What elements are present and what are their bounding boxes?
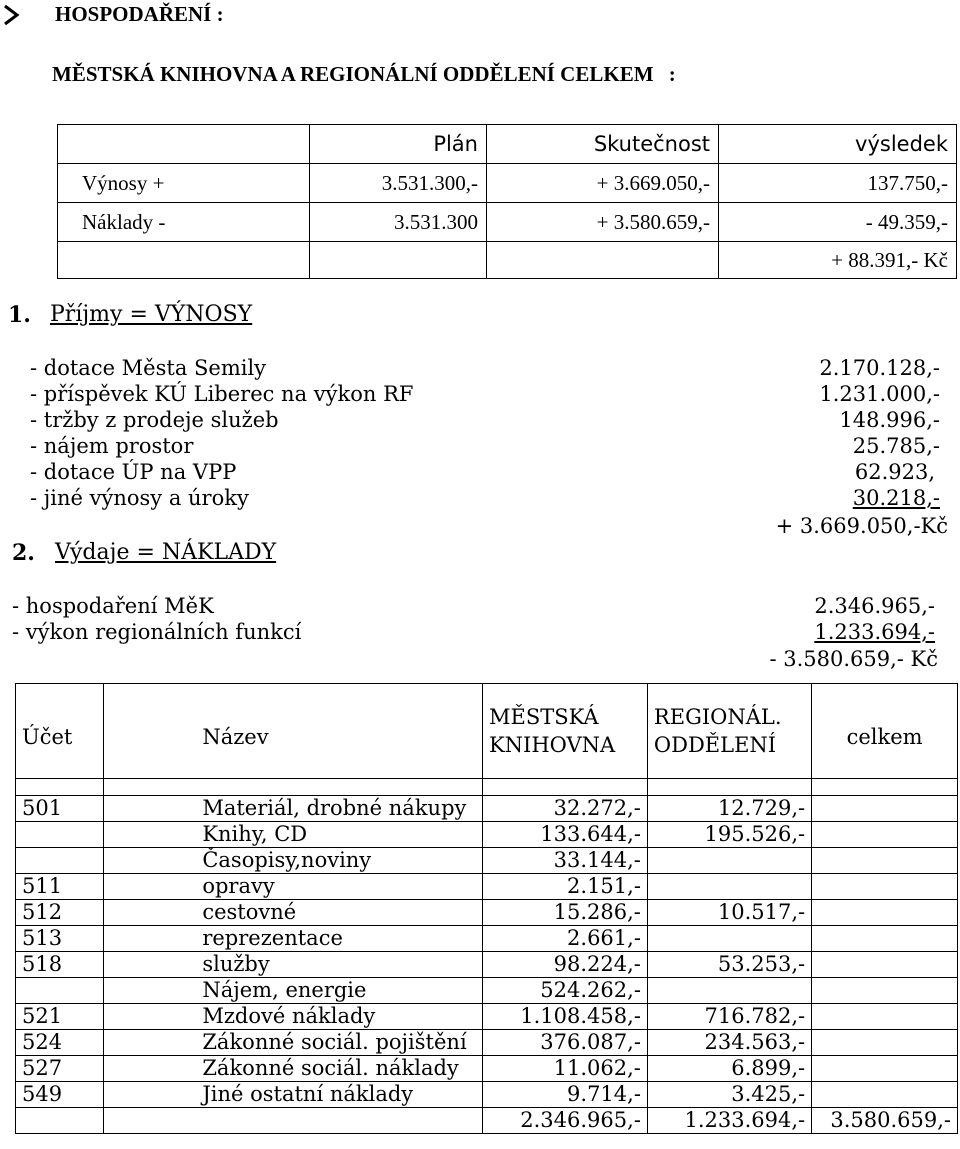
summary-header-actual: Skutečnost [487,125,719,164]
cost-item-label: - výkon regionálních funkcí [12,620,302,644]
regional-value-cell: 1.233.694,- [647,1108,811,1134]
cost-item-label: - hospodaření MěK [12,594,214,618]
table-row [16,796,958,822]
table-row [16,952,958,978]
account-cell: 512 [16,900,104,926]
library-value-cell: 11.062,- [482,1056,647,1082]
summary-row-total [58,242,957,279]
total-value-cell: 3.580.659,- [812,1108,958,1134]
library-value-cell: 1.108.458,- [482,1004,647,1030]
summary-result-value: 137.750,- [719,164,957,203]
page-title: HOSPODAŘENÍ : [55,2,224,26]
regional-value-cell: 12.729,- [647,796,811,822]
regional-value-cell: 53.253,- [647,952,811,978]
total-value-cell [812,1030,958,1056]
regional-value-cell [647,978,811,1004]
library-value-cell: 524.262,- [482,978,647,1004]
total-value-cell [812,926,958,952]
section2-number: 2. [12,540,35,566]
total-value-cell [812,796,958,822]
subtitle-text: MĚSTSKÁ KNIHOVNA A REGIONÁLNÍ ODDĚLENÍ CELKEM [52,62,654,86]
total-value-cell [812,1004,958,1030]
total-value-cell [812,1056,958,1082]
spacer-cell [647,779,811,796]
header-regional [647,684,811,779]
account-cell [16,1108,104,1134]
name-cell [104,1108,483,1134]
summary-row-costs [58,203,957,242]
name-cell: Jiné ostatní náklady [104,1082,483,1108]
table-row [16,926,958,952]
name-cell: reprezentace [104,926,483,952]
section2-title: Výdaje = NÁKLADY [55,540,277,565]
cost-total: - 3.580.659,- Kč [769,647,938,671]
revenue-total: + 3.669.050,-Kč [775,514,948,538]
regional-value-cell: 716.782,- [647,1004,811,1030]
section1-number: 1. [8,302,31,328]
regional-value-cell: 195.526,- [647,822,811,848]
name-cell: cestovné [104,900,483,926]
account-cell: 518 [16,952,104,978]
spacer-cell [16,779,104,796]
spacer-cell [104,779,483,796]
table-row [16,1004,958,1030]
revenue-item-label: - nájem prostor [30,434,194,458]
table-row [16,822,958,848]
summary-header-cell [58,125,310,164]
summary-plan-value [310,242,487,279]
account-cell [16,822,104,848]
revenue-item-value: 2.170.128,- [819,356,940,380]
cost-item-value: 2.346.965,- [814,594,935,618]
library-value-cell: 33.144,- [482,848,647,874]
name-cell: Knihy, CD [104,822,483,848]
table-row [16,1082,958,1108]
regional-value-cell [647,926,811,952]
total-value-cell [812,900,958,926]
summary-plan-value: 3.531.300,- [310,164,487,203]
account-cell: 513 [16,926,104,952]
summary-actual-value: + 3.580.659,- [487,203,719,242]
detail-header-row [16,684,958,779]
header-library-line2: KNIHOVNA [488,733,616,757]
library-value-cell: 9.714,- [482,1082,647,1108]
regional-value-cell: 6.899,- [647,1056,811,1082]
table-row [16,874,958,900]
library-value-cell: 32.272,- [482,796,647,822]
total-value-cell [812,848,958,874]
revenue-item-label: - dotace ÚP na VPP [30,460,237,484]
header-account: Účet [16,684,104,779]
summary-actual-value [487,242,719,279]
table-row [16,1056,958,1082]
spacer-cell [482,779,647,796]
summary-actual-value: + 3.669.050,- [487,164,719,203]
table-row [16,848,958,874]
summary-row-label: Náklady - [58,203,310,242]
account-cell: 524 [16,1030,104,1056]
regional-value-cell [647,874,811,900]
total-value-cell [812,874,958,900]
summary-result-value: - 49.359,- [719,203,957,242]
account-cell [16,848,104,874]
total-value-cell [812,822,958,848]
name-cell: Materiál, drobné nákupy [104,796,483,822]
revenue-item-value: 62.923, [854,460,935,484]
revenue-item-value: 1.231.000,- [819,382,940,406]
library-value-cell: 2.151,- [482,874,647,900]
summary-row-label [58,242,310,279]
account-cell: 527 [16,1056,104,1082]
arrow-bullet-icon [2,2,20,28]
regional-value-cell: 10.517,- [647,900,811,926]
spacer-cell [812,779,958,796]
total-value-cell [812,1082,958,1108]
name-cell: Zákonné sociál. náklady [104,1056,483,1082]
table-row [16,978,958,1004]
name-cell: služby [104,952,483,978]
account-cell: 501 [16,796,104,822]
library-value-cell: 376.087,- [482,1030,647,1056]
page-subtitle [52,62,676,87]
header-library [482,684,647,779]
table-row [16,1030,958,1056]
subtitle-colon: : [668,62,676,86]
summary-header-row [58,125,957,164]
total-value-cell [812,978,958,1004]
header-total: celkem [812,684,958,779]
name-cell: Mzdové náklady [104,1004,483,1030]
revenue-item-label: - dotace Města Semily [30,356,267,380]
name-cell: Zákonné sociál. pojištění [104,1030,483,1056]
header-regional-line1: REGIONÁL. [653,705,782,729]
library-value-cell: 2.346.965,- [482,1108,647,1134]
account-cell [16,978,104,1004]
name-cell: Časopisy,noviny [104,848,483,874]
detail-spacer-row [16,779,958,796]
regional-value-cell [647,848,811,874]
table-row [16,900,958,926]
account-cell: 521 [16,1004,104,1030]
name-cell: opravy [104,874,483,900]
account-cell: 549 [16,1082,104,1108]
cost-item-value: 1.233.694,- [814,620,935,644]
account-cell: 511 [16,874,104,900]
header-name: Název [104,684,483,779]
summary-header-plan: Plán [310,125,487,164]
table-row [16,1108,958,1134]
regional-value-cell: 3.425,- [647,1082,811,1108]
revenue-item-value: 148.996,- [839,408,940,432]
header-library-line1: MĚSTSKÁ [488,705,599,729]
library-value-cell: 133.644,- [482,822,647,848]
cost-detail-table [15,683,958,1134]
regional-value-cell: 234.563,- [647,1030,811,1056]
revenue-item-value: 25.785,- [852,434,940,458]
revenue-item-label: - tržby z prodeje služeb [30,408,279,432]
revenue-item-label: - jiné výnosy a úroky [30,486,249,510]
library-value-cell: 2.661,- [482,926,647,952]
summary-header-result: výsledek [719,125,957,164]
section1-title: Příjmy = VÝNOSY [50,302,253,327]
summary-row-label: Výnosy + [58,164,310,203]
summary-plan-value: 3.531.300 [310,203,487,242]
revenue-item-value: 30.218,- [852,486,940,510]
summary-total-result: + 88.391,- Kč [719,242,957,279]
summary-row-revenue [58,164,957,203]
revenue-item-label: - příspěvek KÚ Liberec na výkon RF [30,382,414,406]
header-regional-line2: ODDĚLENÍ [653,733,777,757]
library-value-cell: 98.224,- [482,952,647,978]
total-value-cell [812,952,958,978]
library-value-cell: 15.286,- [482,900,647,926]
summary-table [57,124,957,279]
name-cell: Nájem, energie [104,978,483,1004]
